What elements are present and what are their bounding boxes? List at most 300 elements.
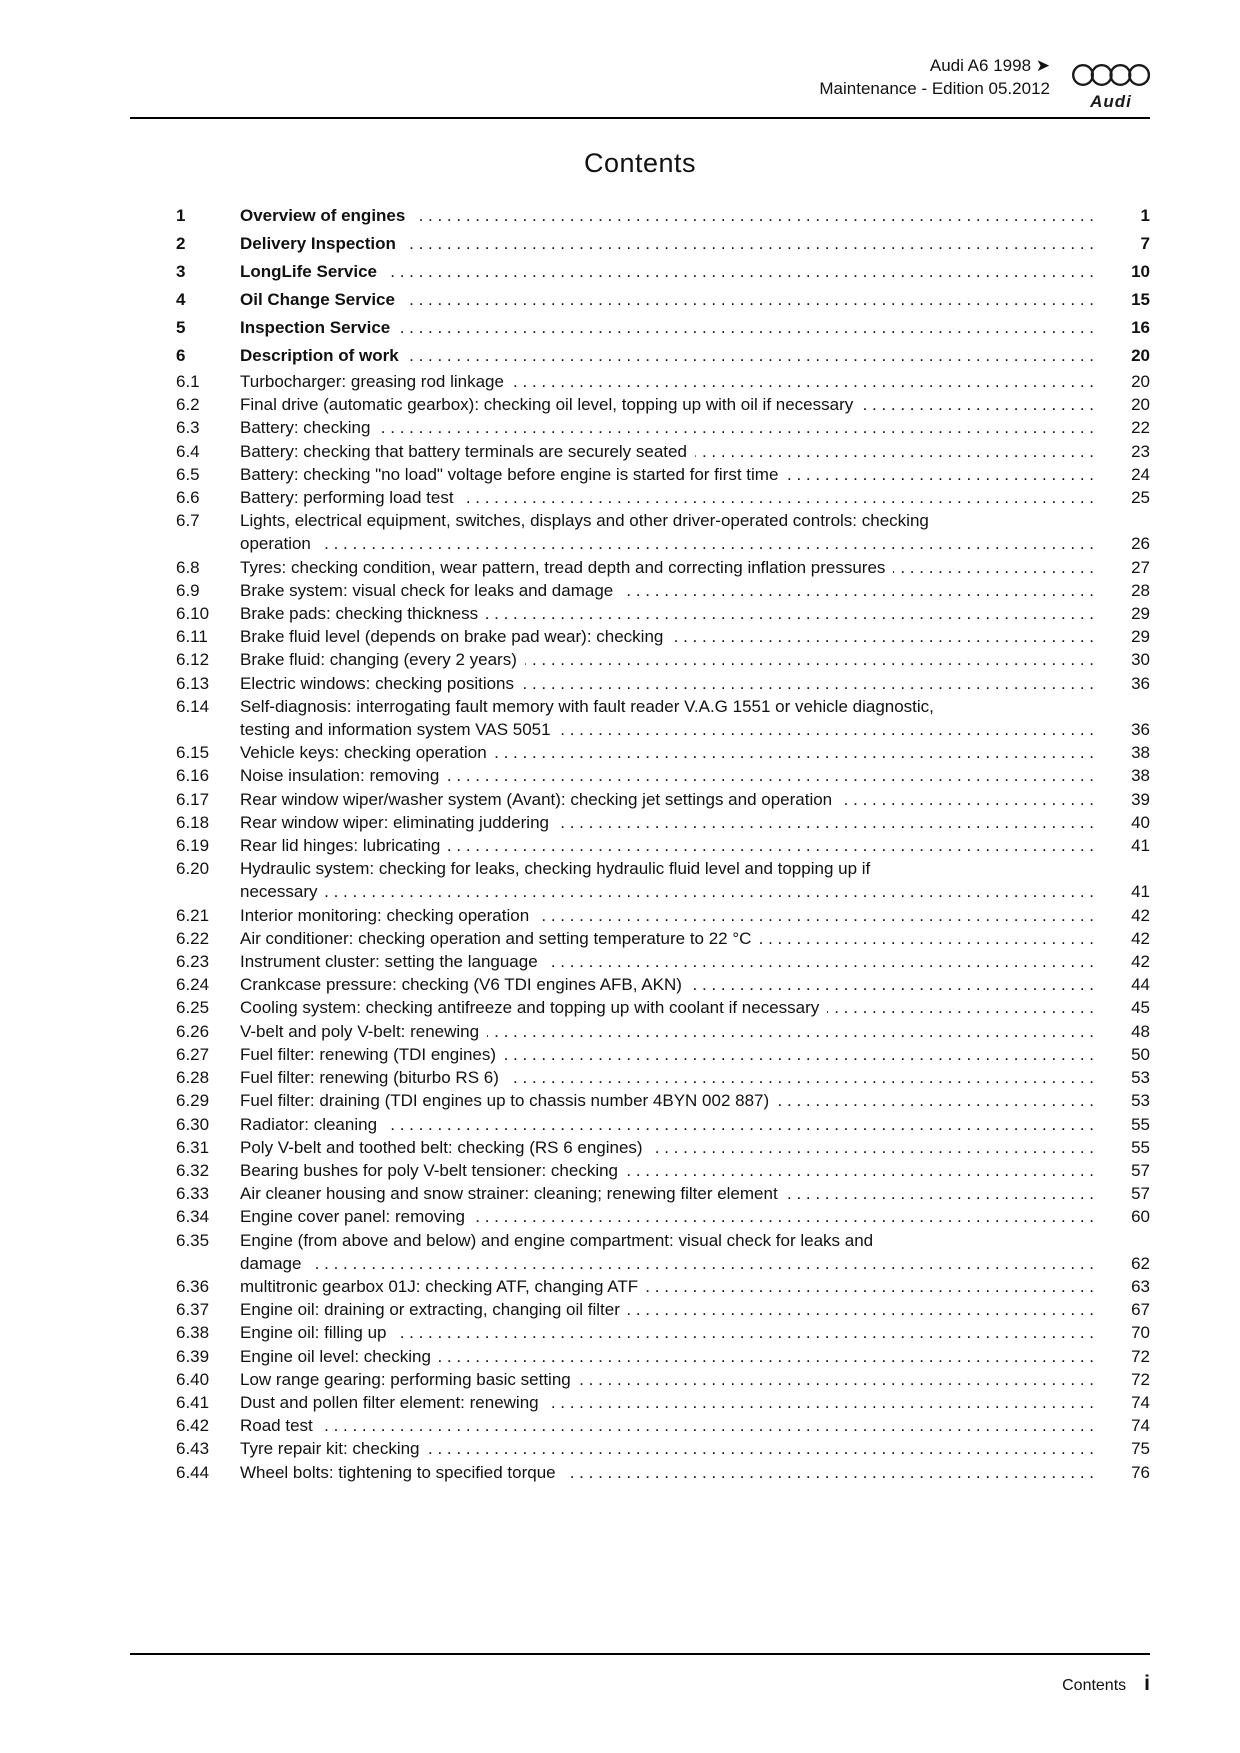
toc-entry-body: [240, 463, 1104, 486]
toc-row: [130, 904, 1150, 927]
dot-leader: [428, 1437, 1094, 1460]
toc-entry-title: Fuel filter: renewing (biturbo RS 6): [240, 1068, 499, 1088]
toc-row: [130, 230, 1150, 258]
dot-leader: [827, 996, 1094, 1019]
toc-entry-title: Brake pads: checking thickness: [240, 604, 479, 624]
dot-leader: [447, 764, 1094, 787]
dot-leader: [861, 393, 1094, 416]
toc-entry-number: 6.34: [176, 1207, 210, 1227]
dot-leader: [394, 1321, 1094, 1344]
toc-entry-page: 38: [1131, 766, 1150, 786]
toc-entry-number: 6.27: [176, 1044, 210, 1064]
toc-row: [130, 1205, 1150, 1228]
toc-entry-page: 39: [1131, 789, 1150, 809]
toc-entry-number: 6.41: [176, 1392, 210, 1412]
dot-leader: [522, 672, 1094, 695]
dot-leader: [512, 370, 1094, 393]
toc-entry-page: 38: [1131, 743, 1150, 763]
toc-row: [130, 1368, 1150, 1391]
footer-section-label: Contents: [1062, 1677, 1127, 1694]
toc-entry-body: [240, 625, 1104, 648]
audi-logo: [1072, 60, 1150, 112]
toc-entry-page: 44: [1131, 975, 1150, 995]
toc-row: [130, 1020, 1150, 1043]
toc-entry-body: [240, 764, 1104, 787]
toc-entry-page: 15: [1131, 290, 1150, 309]
toc-entry-page: 41: [1131, 882, 1150, 902]
toc-row: [130, 258, 1150, 286]
header-edition-line: Maintenance - Edition 05.2012: [819, 79, 1050, 98]
dot-leader: [628, 1298, 1094, 1321]
toc-entry-page: 42: [1131, 905, 1150, 925]
toc-row: [130, 1345, 1150, 1368]
dot-leader: [626, 1159, 1094, 1182]
toc-entry-page: 20: [1131, 346, 1150, 365]
toc-entry-page: 10: [1131, 262, 1150, 281]
toc-entry-title: V-belt and poly V-belt: renewing: [240, 1021, 480, 1041]
toc-row: [130, 1298, 1150, 1321]
toc-row: [130, 1066, 1150, 1089]
toc-row: [130, 996, 1150, 1019]
toc-row: [130, 602, 1150, 625]
toc-entry-body: [240, 416, 1104, 439]
toc-entry-number: 6.44: [176, 1462, 210, 1482]
toc-row: [130, 579, 1150, 602]
toc-entry-body: [240, 1252, 1104, 1275]
toc-entry-number: [176, 718, 240, 741]
toc-entry-page: 22: [1131, 418, 1150, 438]
toc-entry-body: [240, 1321, 1104, 1344]
toc-row: [130, 509, 1150, 532]
toc-entry-body: [240, 973, 1104, 996]
toc-entry-title: Cooling system: checking antifreeze and topping up with coolant if necessary: [240, 998, 820, 1018]
dot-leader: [407, 342, 1094, 370]
toc-entry-number: 6.37: [176, 1300, 210, 1320]
toc-entry-number: 6.25: [176, 998, 210, 1018]
toc-entry-title: necessary: [240, 882, 318, 902]
toc-entry-title: Interior monitoring: checking operation: [240, 905, 530, 925]
dot-leader: [525, 648, 1094, 671]
toc-entry-number: 5: [176, 318, 186, 337]
toc-entry-number: 6.7: [176, 511, 200, 531]
page-header: [130, 54, 1150, 111]
toc-entry-title: Noise insulation: removing: [240, 766, 440, 786]
toc-row: [130, 1089, 1150, 1112]
toc-entry-title: Inspection Service: [240, 318, 391, 337]
toc-entry-title: Engine oil: filling up: [240, 1323, 387, 1343]
toc-row: [130, 1275, 1150, 1298]
toc-entry-title: Battery: checking that battery terminals are securely seated: [240, 441, 687, 461]
toc-entry-body: [240, 314, 1104, 342]
toc-entry-number: 6.40: [176, 1369, 210, 1389]
toc-entry-number: 6.39: [176, 1346, 210, 1366]
dot-leader: [646, 1275, 1094, 1298]
toc-entry-number: 6.12: [176, 650, 210, 670]
dot-leader: [487, 1020, 1094, 1043]
toc-entry-number: 6.18: [176, 812, 210, 832]
toc-entry-title: Brake system: visual check for leaks and damage: [240, 580, 614, 600]
toc-row: [130, 1113, 1150, 1136]
toc-entry-page: 72: [1131, 1346, 1150, 1366]
toc-entry-page: 57: [1131, 1184, 1150, 1204]
toc-entry-body: [240, 1461, 1104, 1484]
toc-entry-body: [240, 602, 1104, 625]
toc-entry-body: [240, 648, 1104, 671]
toc-entry-title: Turbocharger: greasing rod linkage: [240, 372, 504, 391]
toc-entry-number: 6.29: [176, 1091, 210, 1111]
toc-entry-number: 6.5: [176, 464, 200, 484]
toc-entry-number: 6.16: [176, 766, 210, 786]
toc-entry-number: [176, 1252, 240, 1275]
toc-entry-body: [240, 927, 1104, 950]
dot-leader: [462, 486, 1094, 509]
toc-entry-number: 6.36: [176, 1276, 210, 1296]
toc-entry-body: [240, 1066, 1104, 1089]
toc-entry-page: 25: [1131, 488, 1150, 508]
toc-entry-page: 53: [1131, 1091, 1150, 1111]
toc-entry-title: Hydraulic system: checking for leaks, checking hydraulic fluid level and topping up if: [240, 859, 871, 879]
toc-entry-number: 6.11: [176, 627, 208, 647]
toc-entry-number: 2: [176, 234, 186, 253]
toc-entry-page: 29: [1131, 604, 1150, 624]
toc-entry-page: 62: [1131, 1253, 1150, 1273]
toc-entry-body: [240, 1437, 1104, 1460]
toc-entry-title: Battery: performing load test: [240, 488, 454, 508]
toc-row: [130, 672, 1150, 695]
toc-row: [130, 556, 1150, 579]
toc-entry-body: [240, 811, 1104, 834]
toc-entry-page: 55: [1131, 1137, 1150, 1157]
dot-leader: [564, 1461, 1094, 1484]
toc-entry-page: 67: [1131, 1300, 1150, 1320]
toc-entry-number: 6.19: [176, 836, 210, 856]
toc-row: [130, 1043, 1150, 1066]
dot-leader: [537, 904, 1094, 927]
toc-list: [130, 202, 1150, 1484]
toc-entry-number: 6.42: [176, 1416, 210, 1436]
toc-entry-body: [240, 834, 1104, 857]
toc-entry-number: 6: [176, 346, 186, 365]
toc-entry-body: [240, 393, 1104, 416]
toc-entry-number: 4: [176, 290, 186, 309]
toc-row: [130, 440, 1150, 463]
toc-row: [130, 1414, 1150, 1437]
toc-row: [130, 1229, 1150, 1252]
toc-entry-title: multitronic gearbox 01J: checking ATF, changing ATF: [240, 1276, 639, 1296]
toc-entry-title: Brake fluid level (depends on brake pad wear): checking: [240, 627, 664, 647]
toc-entry-title: Battery: checking "no load" voltage before engine is started for first time: [240, 464, 779, 484]
dot-leader: [325, 880, 1094, 903]
dot-leader: [473, 1205, 1094, 1228]
toc-entry-body: [240, 230, 1104, 258]
toc-row: [130, 393, 1150, 416]
dot-leader: [893, 556, 1094, 579]
toc-entry-title: Electric windows: checking positions: [240, 673, 515, 693]
toc-entry-number: 6.24: [176, 975, 210, 995]
toc-entry-body: [240, 1275, 1104, 1298]
toc-entry-title: Brake fluid: changing (every 2 years): [240, 650, 517, 670]
toc-entry-body: [240, 1159, 1104, 1182]
toc-entry-page: 63: [1131, 1276, 1150, 1296]
toc-entry-title: Road test: [240, 1416, 313, 1436]
dot-leader: [495, 741, 1094, 764]
footer-divider: [130, 1653, 1150, 1655]
toc-row: [130, 718, 1150, 741]
toc-entry-page: 76: [1131, 1462, 1150, 1482]
toc-entry-page: 55: [1131, 1114, 1150, 1134]
toc-row: [130, 1321, 1150, 1344]
toc-entry-number: 6.38: [176, 1323, 210, 1343]
toc-entry-body: [240, 996, 1104, 1019]
toc-entry-body: [240, 579, 1104, 602]
toc-entry-body: [240, 1089, 1104, 1112]
toc-entry-number: 6.33: [176, 1184, 210, 1204]
toc-row: [130, 811, 1150, 834]
toc-row: [130, 370, 1150, 393]
toc-entry-page: 60: [1131, 1207, 1150, 1227]
toc-entry-number: 6.23: [176, 952, 210, 972]
dot-leader: [486, 602, 1094, 625]
toc-row: [130, 532, 1150, 555]
toc-entry-title: Tyres: checking condition, wear pattern, tread depth and correcting inflation pressures: [240, 557, 886, 577]
toc-entry-body: [240, 1391, 1104, 1414]
toc-entry-title: Description of work: [240, 346, 399, 365]
dot-leader: [777, 1089, 1094, 1112]
toc-entry-title: Poly V-belt and toothed belt: checking (RS 6 engines): [240, 1137, 643, 1157]
toc-entry-body: [240, 1182, 1104, 1205]
toc-entry-body: [240, 880, 1104, 903]
toc-entry-number: 6.35: [176, 1230, 210, 1250]
toc-entry-number: 6.20: [176, 859, 210, 879]
toc-entry-number: [176, 532, 240, 555]
toc-entry-page: 27: [1131, 557, 1150, 577]
toc-row: [130, 695, 1150, 718]
dot-leader: [385, 1113, 1094, 1136]
toc-entry-body: [240, 672, 1104, 695]
toc-row: [130, 973, 1150, 996]
toc-row: [130, 486, 1150, 509]
toc-entry-body: [240, 1298, 1104, 1321]
toc-entry-body: [240, 440, 1104, 463]
toc-entry-title: Crankcase pressure: checking (V6 TDI engines AFB, AKN): [240, 975, 682, 995]
toc-row: [130, 648, 1150, 671]
toc-entry-page: 7: [1140, 234, 1150, 253]
toc-entry-page: 26: [1131, 534, 1150, 554]
toc-entry-body: [240, 486, 1104, 509]
toc-entry-body: [240, 741, 1104, 764]
toc-entry-title: Wheel bolts: tightening to specified torque: [240, 1462, 556, 1482]
toc-entry-body: [240, 950, 1104, 973]
dot-leader: [398, 314, 1094, 342]
toc-entry-page: 42: [1131, 952, 1150, 972]
toc-entry-title: Vehicle keys: checking operation: [240, 743, 487, 763]
toc-entry-page: 24: [1131, 464, 1150, 484]
toc-entry-number: 6.8: [176, 557, 200, 577]
toc-entry-page: 53: [1131, 1068, 1150, 1088]
toc-entry-body: [240, 1020, 1104, 1043]
page-title: Contents: [583, 148, 697, 178]
toc-entry-page: 74: [1131, 1416, 1150, 1436]
toc-entry-title: Engine cover panel: removing: [240, 1207, 465, 1227]
toc-entry-body: [240, 1414, 1104, 1437]
toc-entry-page: 74: [1131, 1392, 1150, 1412]
dot-leader: [786, 1182, 1094, 1205]
toc-entry-title: Rear window wiper/washer system (Avant): checking jet settings and operation: [240, 789, 833, 809]
toc-row: [130, 741, 1150, 764]
header-text: [130, 54, 1150, 100]
toc-entry-page: 36: [1131, 673, 1150, 693]
toc-entry-page: 36: [1131, 720, 1150, 740]
dot-leader: [378, 416, 1094, 439]
toc-entry-title: damage: [240, 1253, 302, 1273]
toc-entry-title: Self-diagnosis: interrogating fault memory with fault reader V.A.G 1551 or vehicle diagnostic,: [240, 696, 934, 716]
toc-entry-title: Overview of engines: [240, 206, 406, 225]
toc-row: [130, 950, 1150, 973]
toc-row: [130, 788, 1150, 811]
dot-leader: [504, 1043, 1094, 1066]
toc-row: [130, 1437, 1150, 1460]
toc-entry-title: Tyre repair kit: checking: [240, 1439, 420, 1459]
toc-entry-title: Engine oil level: checking: [240, 1346, 431, 1366]
toc-entry-page: 45: [1131, 998, 1150, 1018]
toc-entry-title: Engine oil: draining or extracting, changing oil filter: [240, 1300, 620, 1320]
toc-entry-number: 6.17: [176, 789, 210, 809]
toc-entry-body: [240, 342, 1104, 370]
toc-entry-number: 3: [176, 262, 186, 281]
toc-entry-number: 6.3: [176, 418, 200, 438]
toc-row: [130, 342, 1150, 370]
audi-rings-icon: [1072, 60, 1150, 91]
dot-leader: [413, 202, 1094, 230]
toc-entry-page: 75: [1131, 1439, 1150, 1459]
toc-entry-page: 16: [1131, 318, 1150, 337]
dot-leader: [621, 579, 1094, 602]
dot-leader: [448, 834, 1094, 857]
toc-row: [130, 1136, 1150, 1159]
toc-row: [130, 1182, 1150, 1205]
toc-entry-body: [240, 1136, 1104, 1159]
toc-entry-number: 6.4: [176, 441, 200, 461]
toc-entry-number: 6.13: [176, 673, 210, 693]
toc-entry-page: 41: [1131, 836, 1150, 856]
toc-entry-title: Rear window wiper: eliminating juddering: [240, 812, 549, 832]
toc-entry-number: 6.26: [176, 1021, 210, 1041]
toc-entry-title: Bearing bushes for poly V-belt tensioner: checking: [240, 1160, 619, 1180]
toc-entry-body: [240, 718, 1104, 741]
toc-entry-page: 70: [1131, 1323, 1150, 1343]
toc-entry-number: 6.9: [176, 580, 200, 600]
toc-row: [130, 314, 1150, 342]
toc-entry-body: [240, 857, 1150, 880]
toc-row: [130, 927, 1150, 950]
toc-entry-title: Dust and pollen filter element: renewing: [240, 1392, 539, 1412]
dot-leader: [547, 1391, 1094, 1414]
toc-entry-title: Engine (from above and below) and engine compartment: visual check for leaks and: [240, 1230, 874, 1250]
dot-leader: [651, 1136, 1094, 1159]
toc-entry-number: 6.43: [176, 1439, 210, 1459]
toc-entry-title: Fuel filter: draining (TDI engines up to chassis number 4BYN 002 887): [240, 1091, 770, 1111]
toc-entry-title: Lights, electrical equipment, switches, displays and other driver-operated controls: checking: [240, 511, 929, 531]
toc-entry-number: 6.2: [176, 395, 200, 415]
toc-row: [130, 202, 1150, 230]
toc-entry-number: 6.22: [176, 928, 210, 948]
toc-entry-title: operation: [240, 534, 311, 554]
toc-entry-number: 6.32: [176, 1160, 210, 1180]
toc-entry-body: [240, 695, 1150, 718]
footer-page-number: i: [1144, 1672, 1150, 1695]
toc-entry-title: Air cleaner housing and snow strainer: cleaning; renewing filter element: [240, 1184, 778, 1204]
toc-entry-body: [240, 1113, 1104, 1136]
toc-entry-number: 6.1: [176, 372, 200, 391]
toc-entry-body: [240, 286, 1104, 314]
toc-entry-body: [240, 370, 1104, 393]
toc-entry-title: Final drive (automatic gearbox): checking oil level, topping up with oil if necessary: [240, 395, 854, 415]
toc-entry-body: [240, 1205, 1104, 1228]
toc-entry-title: Rear lid hinges: lubricating: [240, 836, 441, 856]
toc-entry-number: 6.14: [176, 696, 210, 716]
toc-row: [130, 463, 1150, 486]
toc-entry-number: [176, 880, 240, 903]
toc-entry-page: 28: [1131, 580, 1150, 600]
toc-entry-title: Instrument cluster: setting the language: [240, 952, 538, 972]
dot-leader: [559, 718, 1094, 741]
toc-entry-page: 23: [1131, 441, 1150, 461]
toc-entry-body: [240, 509, 1150, 532]
toc-row: [130, 857, 1150, 880]
toc-entry-page: 72: [1131, 1369, 1150, 1389]
toc-entry-body: [240, 556, 1104, 579]
toc-entry-number: 6.10: [176, 604, 210, 624]
toc-entry-body: [240, 1229, 1150, 1252]
toc-entry-number: 1: [176, 206, 186, 225]
toc-entry-page: 20: [1131, 395, 1150, 415]
toc-entry-number: 6.31: [176, 1137, 210, 1157]
toc-row: [130, 1391, 1150, 1414]
toc-entry-title: LongLife Service: [240, 262, 377, 281]
toc-entry-body: [240, 532, 1104, 555]
audi-logo-wordmark: Audi: [1090, 92, 1132, 111]
toc-entry-page: 48: [1131, 1021, 1150, 1041]
toc-entry-number: 6.21: [176, 905, 210, 925]
toc-row: [130, 1461, 1150, 1484]
dot-leader: [439, 1345, 1094, 1368]
dot-leader: [385, 258, 1094, 286]
toc-entry-title: Air conditioner: checking operation and setting temperature to 22 °C: [240, 928, 752, 948]
dot-leader: [786, 463, 1094, 486]
toc-row: [130, 834, 1150, 857]
dot-leader: [507, 1066, 1094, 1089]
dot-leader: [404, 230, 1094, 258]
toc-entry-page: 50: [1131, 1044, 1150, 1064]
toc-entry-title: Fuel filter: renewing (TDI engines): [240, 1044, 497, 1064]
dot-leader: [321, 1414, 1094, 1437]
toc-entry-page: 57: [1131, 1160, 1150, 1180]
toc-entry-title: Radiator: cleaning: [240, 1114, 378, 1134]
toc-row: [130, 764, 1150, 787]
header-divider: [130, 117, 1150, 119]
toc-entry-number: 6.28: [176, 1068, 210, 1088]
toc-entry-number: 6.15: [176, 743, 210, 763]
toc-entry-page: 1: [1140, 206, 1150, 225]
dot-leader: [690, 973, 1094, 996]
toc-entry-title: Delivery Inspection: [240, 234, 396, 253]
dot-leader: [546, 950, 1094, 973]
toc-entry-body: [240, 1345, 1104, 1368]
toc-entry-title: Battery: checking: [240, 418, 371, 438]
toc-entry-page: 30: [1131, 650, 1150, 670]
header-model-line: Audi A6 1998 ➤: [929, 56, 1050, 75]
toc-entry-body: [240, 258, 1104, 286]
